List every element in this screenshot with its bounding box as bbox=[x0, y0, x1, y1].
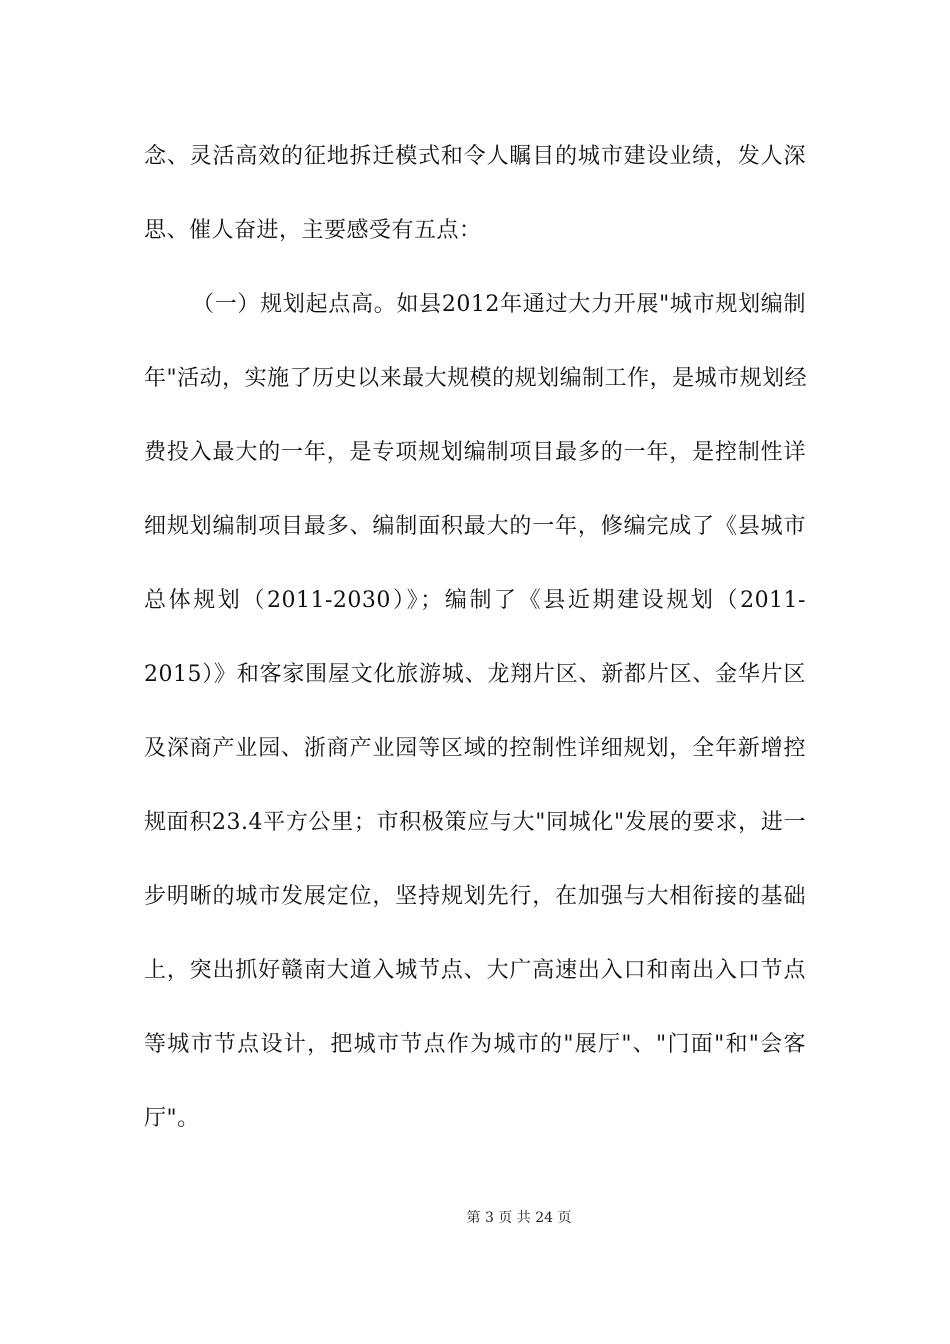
paragraph-line: 上，突出抓好赣南大道入城节点、大广高速出入口和南出入口节点 bbox=[144, 958, 806, 983]
page-number-label: 第 3 页 共 24 页 bbox=[466, 1210, 572, 1226]
paragraph-line: 细规划编制项目最多、编制面积最大的一年，修编完成了《县城市 bbox=[144, 514, 806, 539]
paragraph-line: 念、灵活高效的征地拆迁模式和令人瞩目的城市建设业绩，发人深 bbox=[144, 144, 806, 169]
paragraph-line: 2015）》和客家围屋文化旅游城、龙翔片区、新都片区、金华片区 bbox=[144, 662, 806, 687]
paragraph-line: 总体规划（2011-2030）》；编制了《县近期建设规划（2011- bbox=[144, 588, 806, 613]
paragraph-line: 规面积23.4平方公里；市积极策应与大"同城化"发展的要求，进一 bbox=[144, 810, 806, 835]
paragraph-line: 厅"。 bbox=[144, 1106, 200, 1131]
paragraph-line: 及深商产业园、浙商产业园等区域的控制性详细规划，全年新增控 bbox=[144, 736, 806, 761]
paragraph-line: 年"活动，实施了历史以来最大规模的规划编制工作，是城市规划经 bbox=[144, 366, 808, 391]
paragraph-line: 思、催人奋进，主要感受有五点： bbox=[144, 218, 482, 243]
page-footer bbox=[0, 1208, 950, 1228]
paragraph-line: （一）规划起点高。如县2012年通过大力开展"城市规划编制 bbox=[192, 292, 806, 317]
paragraph-line: 等城市节点设计，把城市节点作为城市的"展厅"、"门面"和"会客 bbox=[144, 1032, 806, 1057]
paragraph-line: 步明晰的城市发展定位，坚持规划先行，在加强与大相衔接的基础 bbox=[144, 884, 806, 909]
paragraph-line: 费投入最大的一年，是专项规划编制项目最多的一年，是控制性详 bbox=[144, 440, 806, 465]
